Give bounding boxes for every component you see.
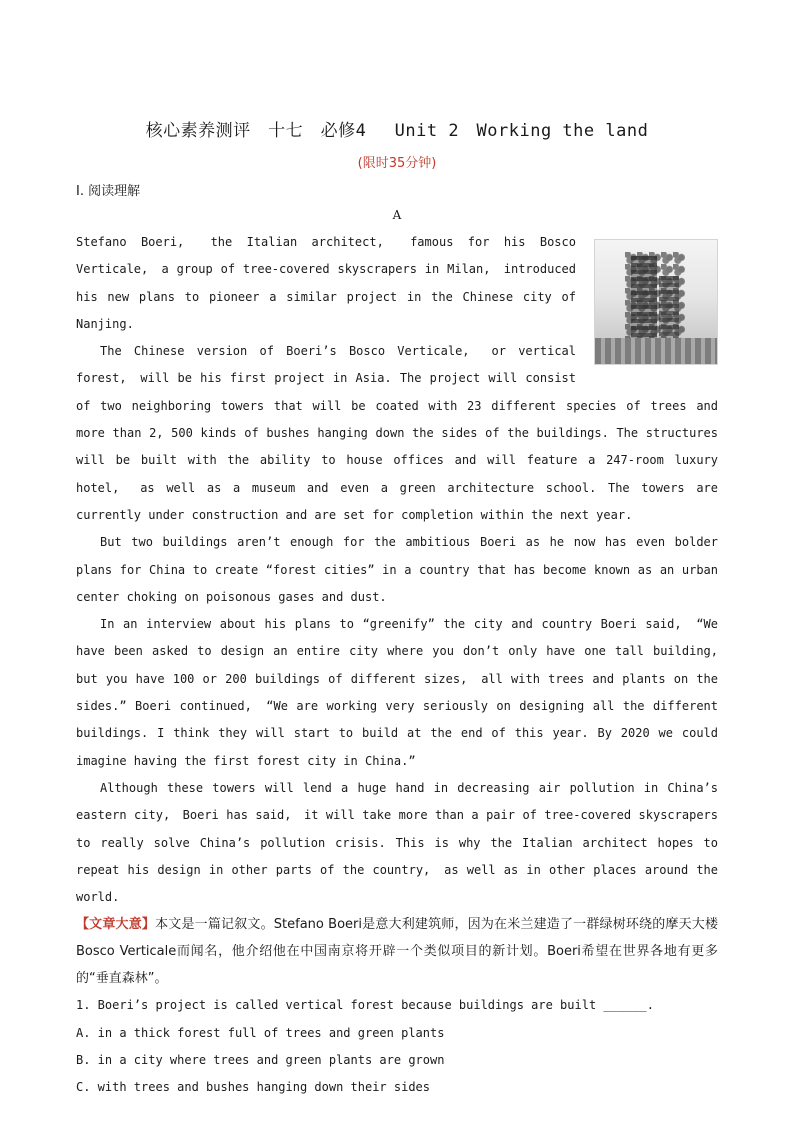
paragraph-4: In an interview about his plans to “greenify” the city and country Boeri said, “We have been asked to design an entire city where you don’t only have one tall building, but you have 100 or 200 buildings of different sizes, all with trees and plants on the sides.” Boeri continued, “We are working very seriously on designing all the different buildings. I think they will start to build at the end of this year. By 2020 we could imagine having the first forest city in China.” [76, 617, 731, 768]
vertical-forest-photo [594, 239, 718, 365]
question-1-stem: 1. Boeri’s project is called vertical forest because buildings are built ______. [76, 998, 654, 1013]
summary-text: 本文是一篇记叙文。Stefano Boeri是意大利建筑师，因为在米兰建造了一群绿树环绕的摩天大楼Bosco Verticale而闻名，他介绍他在中国南京将开辟一个类似项目的新计划。Boeri希望在世界各地有更多的“垂直森林”。 [76, 917, 718, 987]
paragraph-1: Stefano Boeri, the Italian architect, famous for his Bosco Verticale, a group of tree-covered skyscrapers in Milan, introduced his new plans to pioneer a similar project in the Chinese city of Nanjing. [76, 235, 576, 331]
paragraph-3: But two buildings aren’t enough for the ambitious Boeri as he now has even bolder plans for China to create “forest cities” in a country that has become known as an urban center choking on poisonous gases and dust. [76, 535, 718, 604]
paragraph-5: Although these towers will lend a huge hand in decreasing air pollution in China’s eastern city, Boeri has said, it will take more than a pair of tree-covered skyscrapers to really solve China’s pollution crisis. This is why the Italian architect hopes to repeat his design in other parts of the country, as well as in other places around the world. [76, 780, 718, 905]
paragraph-2: The Chinese version of Boeri’s Bosco Verticale, or vertical forest, will be his first project in Asia. The project will consist of two neighboring towers that will be coated with 23 different species of trees and more than 2, 500 kinds of bushes hanging down the sides of the buildings. The structures will be built with the ability to house offices and will feature a 247-room luxury hotel, as well as a museum and even a green architecture school. The towers are currently under construction and are set for completion within the next year. [76, 344, 718, 522]
summary-tag: 【文章大意】 [76, 917, 156, 933]
passage-body [76, 229, 731, 1102]
page-title: 核心素养测评 十七 必修4 Unit 2 Working the land [145, 121, 649, 141]
section-heading: Ⅰ. 阅读理解 [76, 184, 141, 199]
part-label: A [392, 208, 402, 222]
question-1-option-c[interactable]: C. with trees and bushes hanging down their sides [76, 1080, 431, 1095]
article-summary [76, 911, 718, 992]
time-limit: (限时35分钟) [357, 156, 437, 171]
question-1-option-b[interactable]: B. in a city where trees and green plants are grown [76, 1053, 445, 1068]
question-1-option-a[interactable]: A. in a thick forest full of trees and green plants [76, 1025, 445, 1040]
